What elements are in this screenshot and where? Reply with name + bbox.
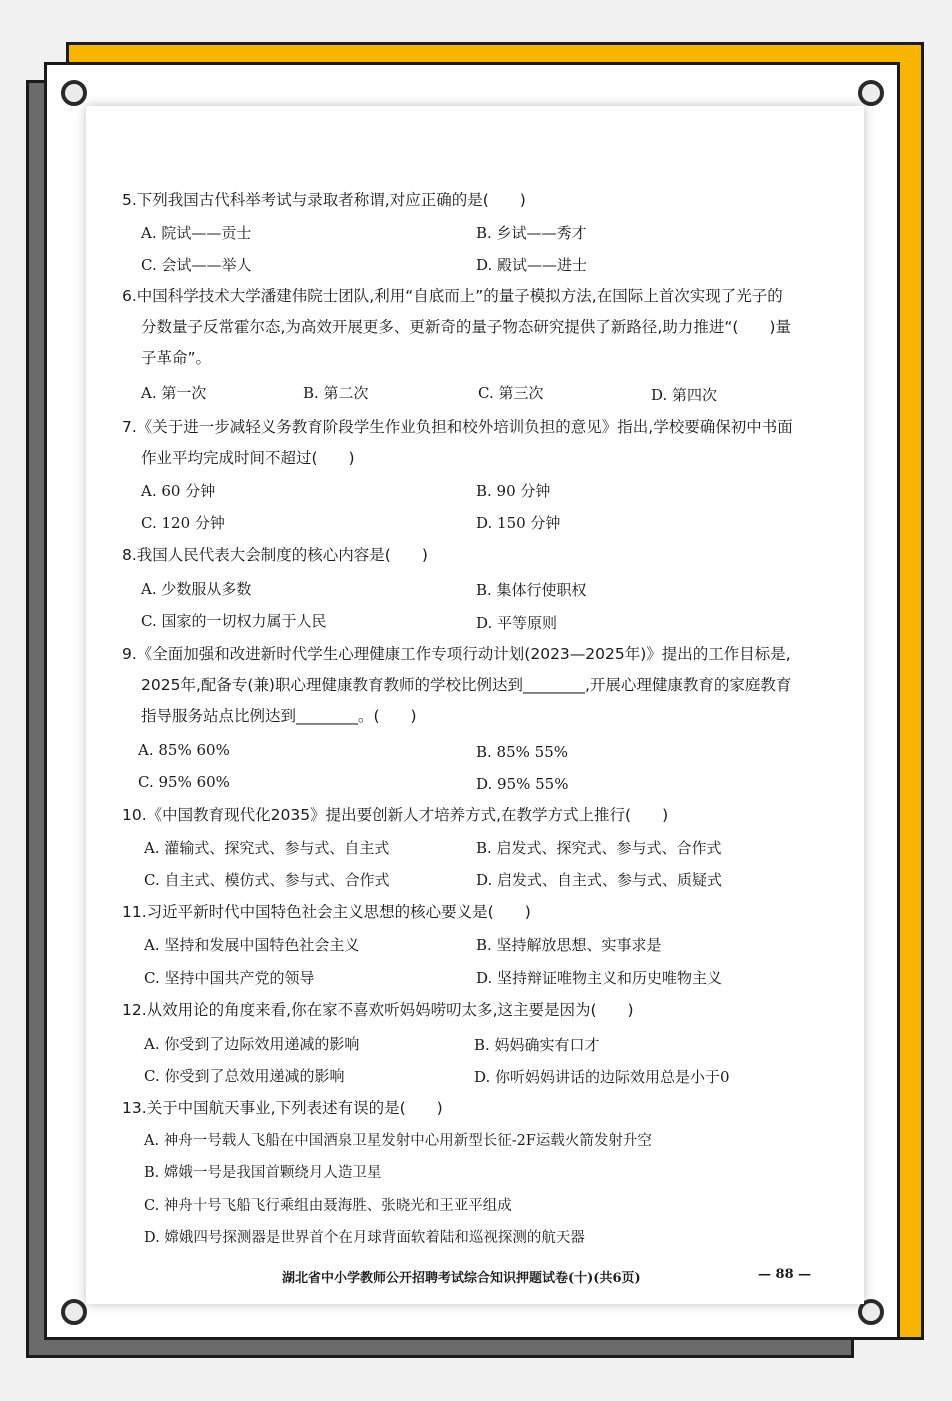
option-d: D. 第四次 [651,386,718,404]
question-13 [122,1093,834,1124]
exam-content [86,106,864,1304]
option-d: D. 殿试——进士 [476,256,588,274]
question-text: 习近平新时代中国特色社会主义思想的核心要义是( ) [146,903,531,921]
option-b: B. 90 分钟 [476,482,551,500]
question-text: 关于中国航天事业,下列表述有误的是( ) [146,1099,443,1117]
option-a: A. 灌输式、探究式、参与式、自主式 [144,839,390,857]
question-text: 中国科学技术大学潘建伟院士团队,利用“自底而上”的量子模拟方法,在国际上首次实现了光子的 [136,287,783,305]
option-b: B. 妈妈确实有口才 [474,1036,600,1054]
question-text: 《关于进一步减轻义务教育阶段学生作业负担和校外培训负担的意见》指出,学校要确保初中书面 [136,418,793,436]
option-b: B. 第二次 [303,384,369,402]
question-6 [122,281,834,374]
question-5 [122,185,834,216]
footer-title: 湖北省中小学教师公开招聘考试综合知识押题试卷(十)(共6页) [282,1271,641,1286]
question-12 [122,995,834,1026]
option-b: B. 嫦娥一号是我国首颗绕月人造卫星 [144,1165,382,1181]
question-10 [122,800,834,831]
option-d: D. 95% 55% [476,775,569,793]
option-b: B. 坚持解放思想、实事求是 [476,936,662,954]
option-a: A. 坚持和发展中国特色社会主义 [144,936,360,954]
option-c: C. 国家的一切权力属于人民 [141,612,327,630]
option-d: D. 平等原则 [476,614,558,632]
question-number: 11. [122,903,147,921]
option-a: A. 院试——贡士 [141,224,252,242]
question-text: 我国人民代表大会制度的核心内容是( ) [136,546,428,564]
question-number: 9. [122,645,137,663]
question-text: 下列我国古代科举考试与录取者称谓,对应正确的是( ) [136,191,526,209]
question-number: 13. [122,1099,147,1117]
option-c: C. 120 分钟 [141,514,225,532]
question-number: 12. [122,1001,147,1019]
question-11 [122,897,834,928]
question-7 [122,412,834,474]
question-8 [122,540,834,571]
question-text: 《中国教育现代化2035》提出要创新人才培养方式,在教学方式上推行( ) [146,806,669,824]
option-b: B. 集体行使职权 [476,581,587,599]
option-a: A. 85% 60% [138,741,230,759]
option-a: A. 60 分钟 [141,482,216,500]
option-d: D. 你听妈妈讲话的边际效用总是小于0 [474,1068,730,1086]
option-a: A. 第一次 [141,384,207,402]
option-c: C. 坚持中国共产党的领导 [144,969,315,987]
option-c: C. 第三次 [478,384,544,402]
option-d: D. 坚持辩证唯物主义和历史唯物主义 [476,969,723,987]
question-number: 6. [122,287,137,305]
option-a: A. 你受到了边际效用递减的影响 [144,1035,360,1053]
option-d: D. 嫦娥四号探测器是世界首个在月球背面软着陆和巡视探测的航天器 [144,1230,585,1246]
option-b: B. 启发式、探究式、参与式、合作式 [476,839,722,857]
exam-page [86,106,864,1304]
option-c: C. 95% 60% [138,773,230,791]
option-a: A. 少数服从多数 [141,580,252,598]
option-d: D. 启发式、自主式、参与式、质疑式 [476,871,723,889]
question-text: 子革命”。 [141,349,212,367]
question-text: 指导服务站点比例达到________。( ) [141,707,417,725]
question-text: 作业平均完成时间不超过( ) [141,449,355,467]
question-text: 《全面加强和改进新时代学生心理健康工作专项行动计划(2023—2025年)》提出的工作目标是, [136,645,791,663]
option-c: C. 神舟十号飞船飞行乘组由聂海胜、张晓光和王亚平组成 [144,1198,512,1214]
question-number: 7. [122,418,137,436]
option-b: B. 85% 55% [476,743,569,761]
question-text: 分数量子反常霍尔态,为高效开展更多、更新奇的量子物态研究提供了新路径,助力推进“( )量 [141,318,791,336]
question-text: 2025年,配备专(兼)职心理健康教育教师的学校比例达到________,开展心理健康教育的家庭教育 [141,676,792,694]
pin-top-left-icon [61,80,87,106]
option-c: C. 你受到了总效用递减的影响 [144,1067,345,1085]
question-9 [122,639,834,732]
option-c: C. 自主式、模仿式、参与式、合作式 [144,871,390,889]
question-text: 从效用论的角度来看,你在家不喜欢听妈妈唠叨太多,这主要是因为( ) [146,1001,634,1019]
option-b: B. 乡试——秀才 [476,224,587,242]
pin-bottom-left-icon [61,1299,87,1325]
option-c: C. 会试——举人 [141,256,252,274]
question-number: 10. [122,806,147,824]
question-number: 5. [122,191,137,209]
question-number: 8. [122,546,137,564]
option-a: A. 神舟一号载人飞船在中国酒泉卫星发射中心用新型长征-2F运载火箭发射升空 [144,1133,652,1149]
option-d: D. 150 分钟 [476,514,561,532]
page-number: — 88 — [758,1267,812,1282]
pin-top-right-icon [858,80,884,106]
